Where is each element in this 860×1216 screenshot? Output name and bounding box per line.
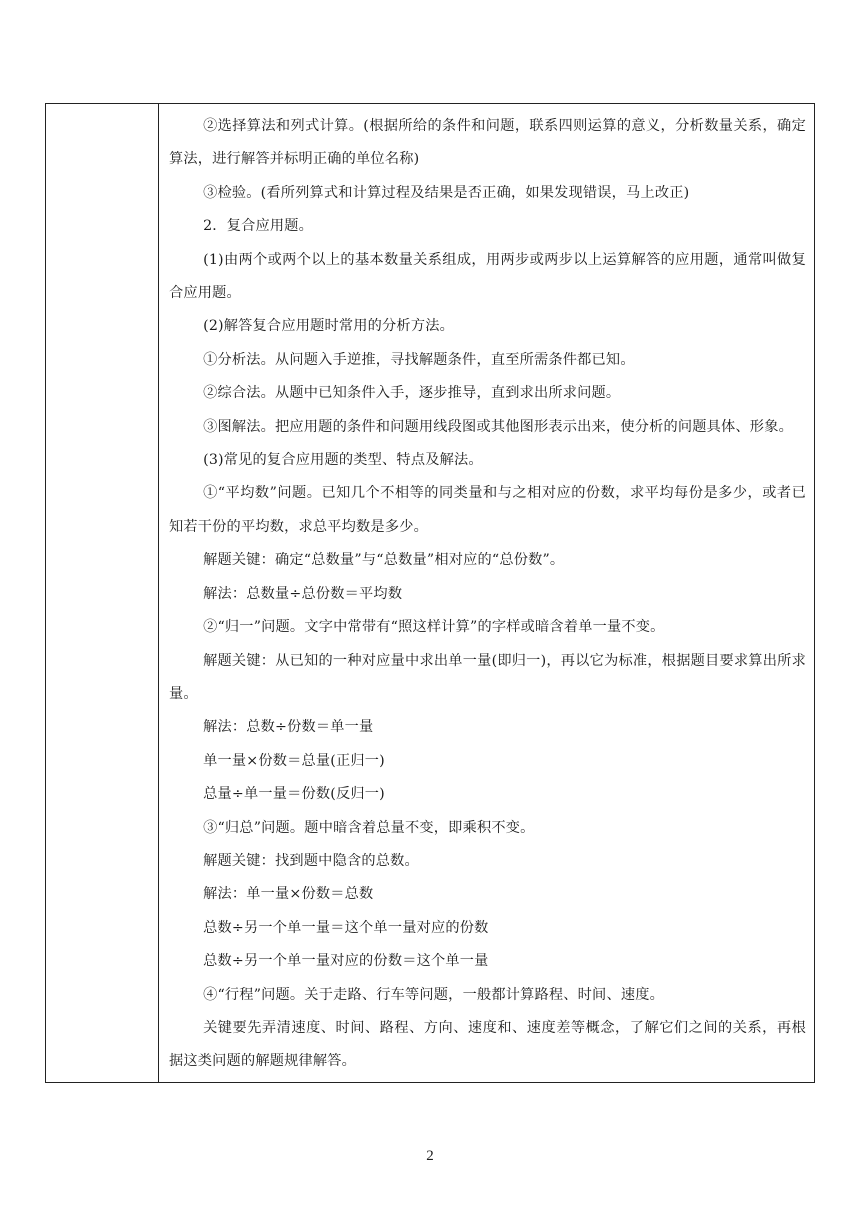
- paragraph: ②综合法。从题中已知条件入手，逐步推导，直到求出所求问题。: [203, 385, 621, 402]
- paragraph: 解法：单一量×份数＝总数: [203, 886, 374, 903]
- paragraph: ②选择算法和列式计算。(根据所给的条件和问题，联系四则运算的意义，分析数量关系，确定算法，进行解答并标明正确的单位名称): [169, 118, 806, 168]
- paragraph: (2)解答复合应用题时常用的分析方法。: [203, 318, 454, 335]
- paragraph: 解题关键：从已知的一种对应量中求出单一量(即归一)，再以它为标准，根据题目要求算出所求量。: [169, 652, 806, 702]
- paragraph: 单一量×份数＝总量(正归一): [203, 752, 385, 769]
- paragraph: 总数÷另一个单一量＝这个单一量对应的份数: [203, 919, 489, 936]
- paragraph: (3)常见的复合应用题的类型、特点及解法。: [203, 452, 483, 469]
- paragraph: 总量÷单一量＝份数(反归一): [203, 786, 385, 803]
- paragraph: (1)由两个或两个以上的基本数量关系组成，用两步或两步以上运算解答的应用题，通常叫做复合应用题。: [169, 251, 806, 302]
- paragraph: ①分析法。从问题入手逆推，寻找解题条件，直至所需条件都已知。: [203, 351, 635, 368]
- paragraph: 2．复合应用题。: [203, 218, 314, 235]
- table-left-cell: [46, 104, 159, 1082]
- page-number: 2: [426, 1148, 434, 1164]
- table-right-cell: [159, 104, 814, 1082]
- paragraph: 解法：总数÷份数＝单一量: [203, 719, 374, 736]
- paragraph: 解题关键：确定“总数量”与“总数量”相对应的“总份数”。: [203, 552, 565, 569]
- paragraph: 解题关键：找到题中隐含的总数。: [203, 852, 419, 869]
- paragraph: ③图解法。把应用题的条件和问题用线段图或其他图形表示出来，使分析的问题具体、形象。: [203, 418, 793, 435]
- paragraph: 关键要先弄清速度、时间、路程、方向、速度和、速度差等概念，了解它们之间的关系，再根据这类问题的解题规律解答。: [169, 1019, 806, 1070]
- paragraph: ④“行程”问题。关于走路、行车等问题，一般都计算路程、时间、速度。: [203, 986, 664, 1003]
- paragraph: ①“平均数”问题。已知几个不相等的同类量和与之相对应的份数，求平均每份是多少，或者已知若干份的平均数，求总平均数是多少。: [169, 485, 806, 535]
- paragraph: 总数÷另一个单一量对应的份数＝这个单一量: [203, 953, 489, 970]
- content-table: [45, 103, 815, 1083]
- paragraph: ③检验。(看所列算式和计算过程及结果是否正确，如果发现错误，马上改正): [203, 184, 690, 201]
- paragraph: 解法：总数量÷总份数＝平均数: [203, 585, 403, 602]
- paragraph: ③“归总”问题。题中暗含着总量不变，即乘积不变。: [203, 819, 535, 836]
- paragraph: ②“归一”问题。文字中常带有“照这样计算”的字样或暗含着单一量不变。: [203, 619, 665, 636]
